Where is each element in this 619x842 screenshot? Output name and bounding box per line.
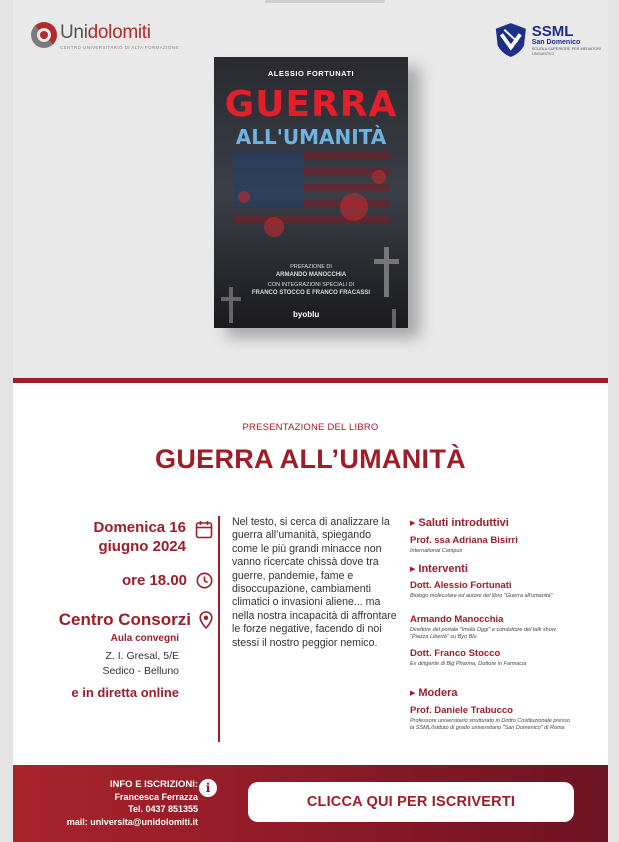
unidolomiti-logo-name: Unidolomiti	[60, 22, 151, 43]
program-moderator-heading: ▶ Modera	[410, 687, 458, 699]
unidolomiti-logo-tagline: CENTRO UNIVERSITARIO DI ALTA FORMAZIONE	[60, 45, 179, 50]
book-contrib-label: CON INTEGRAZIONI SPECIALI DI	[267, 282, 355, 288]
talk-speaker-name: Armando Manocchia	[410, 614, 504, 625]
event-date-line2: giugno 2024	[98, 538, 186, 555]
triangle-bullet-icon: ▶	[410, 520, 416, 527]
scrollbar[interactable]	[265, 0, 385, 3]
register-button[interactable]: CLICCA QUI PER ISCRIVERTI	[248, 782, 574, 822]
event-venue	[59, 610, 213, 630]
talk-speaker-name: Dott. Franco Stocco	[410, 648, 501, 659]
unidolomiti-logo	[31, 22, 179, 50]
info-icon: i	[199, 779, 217, 797]
program-talks-heading: ▶ Interventi	[410, 563, 468, 575]
book-publisher-logo: byoblu	[293, 310, 320, 319]
ssml-subtitle: San Domenico	[531, 38, 581, 46]
contact-name: Francesca Ferrazza	[114, 792, 198, 803]
contact-info-title: INFO E ISCRIZIONI:	[109, 779, 198, 790]
location-pin-icon	[199, 611, 213, 629]
greetings-speaker-name: Prof. ssa Adriana Bisirri	[410, 535, 518, 546]
clock-icon	[196, 572, 213, 589]
calendar-icon	[195, 520, 213, 539]
ssml-logo	[493, 20, 619, 60]
event-room: Aula convegni	[110, 633, 179, 644]
contact-email: mail: universita@unidolomiti.it	[66, 816, 198, 827]
talk-speaker-role: Direttore del portale "Imola Oggi" e conduttore del talk show "Piazza Libertà" su Byo Blu	[410, 627, 556, 641]
moderator-name: Prof. Daniele Trabucco	[410, 705, 513, 716]
contact-info	[67, 779, 198, 828]
unidolomiti-logo-mark-icon	[31, 22, 57, 48]
talk-speaker-role: Biologo molecolare ed autore del libro "Guerra all'umanità"	[410, 593, 553, 599]
book-credits	[214, 264, 408, 297]
page-frame-right	[608, 0, 619, 842]
book-title-line1: GUERRA	[224, 84, 398, 125]
book-author: ALESSIO FORTUNATI	[267, 69, 355, 78]
book-title-line2: ALL'UMANITÀ	[235, 125, 387, 149]
book-preface-label: PREFAZIONE DI	[290, 264, 332, 270]
moderator-role: Professore universitario strutturato in Diritto Costituzionale presso la SSML/Istituto di grado universitario "San Domenico" di Roma	[410, 718, 570, 732]
event-date	[93, 518, 213, 556]
talk-speaker-name: Dott. Alessio Fortunati	[410, 580, 512, 591]
book-contrib-names: FRANCO STOCCO E FRANCO FRACASSI	[251, 289, 371, 296]
page-frame-left	[0, 0, 13, 842]
event-time	[122, 572, 213, 589]
event-address-line1: Z. I. Gresal, 5/E	[105, 650, 179, 662]
contact-phone: Tel. 0437 851355	[128, 804, 198, 815]
ssml-tagline: SCUOLA SUPERIORE PER MEDIATORI LINGUISTICI	[531, 46, 602, 56]
book-cover	[214, 57, 408, 328]
book-preface-name: ARMANDO MANOCCHIA	[275, 271, 347, 278]
triangle-bullet-icon: ▶	[410, 566, 416, 573]
event-online: e in diretta online	[71, 685, 179, 700]
program-greetings-heading: ▶ Saluti introduttivi	[410, 517, 509, 529]
event-time-text: ore 18.00	[121, 572, 187, 589]
book-description: Nel testo, si cerca di analizzare la guerra all’umanità, spiegando come le più grandi minacce non vanno ricercate chissà dove tra guerre, pandemie, fame e disoccupazione, cambiamenti climatici o invasioni aliene... ma nella nostra incapacità di affrontare le forze negative, facendo di noi stessi il nostro peggior nemico.	[232, 516, 397, 649]
section-divider	[13, 378, 608, 383]
event-venue-name: Centro Consorzi	[58, 610, 191, 629]
greetings-speaker-role: International Campus	[410, 548, 463, 554]
ssml-shield-icon	[493, 20, 529, 60]
event-address-line2: Sedico - Belluno	[102, 665, 179, 677]
event-kicker: PRESENTAZIONE DEL LIBRO	[242, 422, 379, 433]
event-date-line1: Domenica 16	[93, 519, 186, 536]
ssml-name: SSML	[531, 22, 574, 40]
talk-speaker-role: Ex dirigente di Big Pharma, Dottore in Farmacia	[410, 661, 527, 667]
event-title: GUERRA ALL’UMANITÀ	[155, 444, 466, 474]
column-divider	[218, 516, 220, 742]
triangle-bullet-icon: ▶	[410, 690, 416, 697]
